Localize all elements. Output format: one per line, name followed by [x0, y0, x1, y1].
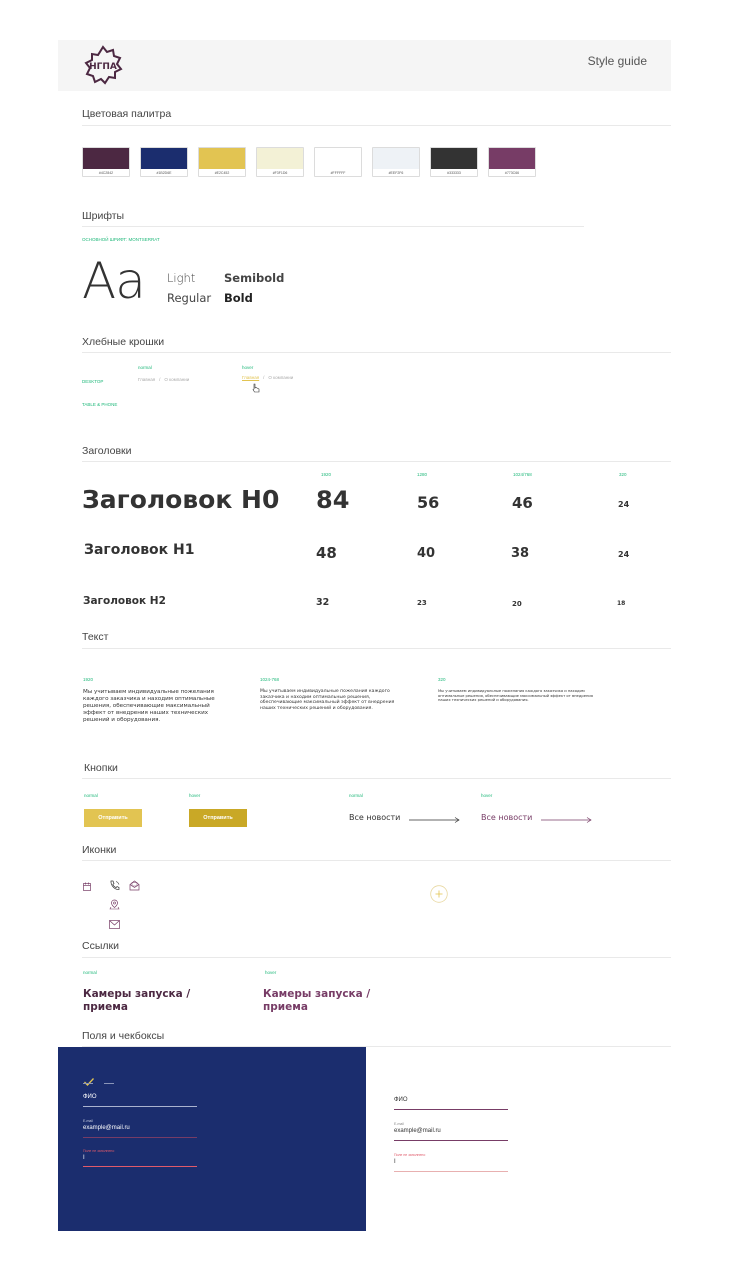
h0-size-1280: 56: [417, 493, 440, 512]
dark-name-label: ФИО: [83, 1094, 97, 1100]
dark-required-label: Поле не заполнено: [83, 1149, 115, 1153]
breadcrumb-normal: [138, 377, 189, 382]
palette-divider: [82, 125, 671, 126]
icons-title: Иконки: [82, 844, 117, 856]
crumb-state-hover: hover: [242, 365, 254, 370]
weight-light: Light: [167, 271, 196, 285]
h1-size-1280: 40: [417, 546, 436, 561]
heading-col-1280: 1280: [417, 472, 428, 477]
palette-title: Цветовая палитра: [82, 108, 172, 120]
light-required-label: Поле не заполнено: [394, 1153, 426, 1157]
links-title: Ссылки: [82, 940, 119, 952]
plus-circle-icon[interactable]: [430, 885, 448, 907]
dark-required-value[interactable]: I: [83, 1155, 85, 1161]
link-sample-hover[interactable]: Камеры запуска / приема: [263, 988, 371, 1014]
dark-email-underline: [83, 1137, 197, 1138]
calendar-icon: [83, 876, 91, 895]
breadcrumb-link-home[interactable]: Главная: [138, 377, 156, 382]
color-swatch: [140, 147, 188, 177]
location-icon: [109, 895, 120, 914]
link-state-hover: hover: [265, 970, 277, 975]
text-sample-1920: Мы учитываем индивидуальные пожелания каждого заказчика и находим оптимальные решения, обеспечивающие максимальный эффект от внедрения наших технических решений и оборудования.: [83, 689, 215, 723]
all-news-label-hover: Все новости: [481, 813, 533, 822]
crumb-row-tablet: TABLE & PHONE: [82, 402, 118, 407]
light-email-value[interactable]: example@mail.ru: [394, 1128, 441, 1134]
light-email-label: E-mail: [394, 1122, 404, 1126]
swatch-code: #E2C452: [214, 171, 230, 175]
h1-size-320: 24: [618, 550, 630, 559]
page-title: Style guide: [587, 54, 647, 68]
checkmark-icon: [83, 1077, 95, 1087]
arrow-right-hover-icon: [541, 817, 593, 823]
checkbox-underline-checked: [83, 1083, 93, 1084]
main-font-label: ОСНОВНОЙ ШРИФТ: MONTSERRAT: [82, 237, 160, 242]
link-state-normal: normal: [83, 970, 97, 975]
color-swatch: [488, 147, 536, 177]
color-swatch: [82, 147, 130, 177]
color-swatch: [430, 147, 478, 177]
swatch-code: #1B2D6E: [156, 171, 172, 175]
swatch-fill: [489, 148, 535, 169]
breadcrumb-link-home-hover[interactable]: Главная: [242, 375, 260, 380]
breadcrumbs-title: Хлебные крошки: [82, 336, 165, 348]
heading-col-1024: 1024/768: [513, 472, 532, 477]
text-sample-320: Мы учитываем индивидуальные пожелания каждого заказчика и находим оптимальные решения, обеспечивающие максимальный эффект от внедрения наших технических решений и оборудования.: [438, 689, 594, 703]
light-email-underline: [394, 1140, 508, 1141]
swatch-fill: [83, 148, 129, 169]
swatch-code: #F3F1D6: [272, 171, 288, 175]
h1-size-1024: 38: [511, 546, 530, 561]
dark-email-value[interactable]: example@mail.ru: [83, 1125, 130, 1131]
crumb-row-desktop: DESKTOP: [82, 379, 104, 384]
weight-semibold: Semibold: [224, 271, 285, 285]
all-news-link[interactable]: [349, 813, 461, 825]
swatch-fill: [315, 148, 361, 169]
breadcrumb-separator-hover: /: [263, 375, 265, 380]
mail-icon: [109, 914, 120, 933]
swatch-fill: [257, 148, 303, 169]
phone-icon: [109, 876, 120, 895]
links-divider: [82, 957, 671, 958]
color-swatch: [314, 147, 362, 177]
breadcrumb-separator: /: [159, 377, 161, 382]
icons-divider: [82, 860, 671, 861]
weight-regular: Regular: [167, 291, 212, 305]
headings-divider: [82, 461, 671, 462]
heading-col-320: 320: [619, 472, 627, 477]
breadcrumb-current-hover: О компании: [268, 375, 294, 380]
checkbox-unchecked[interactable]: [104, 1083, 114, 1084]
h0-size-1920: 84: [316, 486, 350, 514]
dark-form-panel: [58, 1047, 366, 1231]
all-news-label: Все новости: [349, 813, 401, 822]
crumb-state-normal: normal: [138, 365, 152, 370]
logo[interactable]: [82, 44, 124, 86]
fonts-title: Шрифты: [82, 210, 125, 222]
heading-h2-sample: Заголовок H2: [83, 595, 166, 607]
buttons-title: Кнопки: [84, 762, 118, 774]
heading-col-1920: 1920: [321, 472, 332, 477]
light-required-underline: [394, 1171, 508, 1172]
headings-title: Заголовки: [82, 445, 132, 457]
link-sample[interactable]: Камеры запуска / приема: [83, 988, 191, 1014]
swatch-fill: [373, 148, 419, 169]
btn-state-hover: hover: [189, 793, 201, 798]
buttons-divider: [82, 778, 671, 779]
text-col-1920: 1920: [83, 677, 94, 682]
swatch-code: #EEF2F6: [388, 171, 404, 175]
h2-size-1280: 23: [417, 599, 427, 607]
font-sample: Aa: [82, 252, 145, 310]
h2-size-1024: 20: [512, 600, 522, 608]
swatch-code: #333333: [447, 171, 461, 175]
swatch-fill: [199, 148, 245, 169]
fonts-divider: [82, 226, 584, 227]
breadcrumb-current: О компании: [164, 377, 190, 382]
text-col-1024: 1024-768: [260, 677, 280, 682]
cursor-hand-icon: [252, 378, 260, 388]
btn-state-normal: normal: [84, 793, 98, 798]
heading-h0-sample: Заголовок H0: [82, 485, 280, 514]
h2-size-320: 18: [617, 600, 626, 607]
breadcrumbs-divider: [82, 352, 671, 353]
h1-size-1920: 48: [316, 544, 337, 562]
logo-text: НГПА: [89, 62, 117, 72]
dark-email-label: E-mail: [83, 1119, 93, 1123]
swatch-fill: [141, 148, 187, 169]
mail-open-icon: [129, 876, 140, 895]
news-state-normal: normal: [349, 793, 363, 798]
submit-button-hover[interactable]: Отправить: [189, 809, 247, 827]
dark-name-field[interactable]: [83, 1106, 197, 1107]
text-divider: [82, 648, 671, 649]
light-name-label: ФИО: [394, 1097, 408, 1103]
arrow-right-icon: [409, 817, 461, 823]
breadcrumb-hover: [242, 375, 293, 380]
light-name-field[interactable]: [394, 1109, 508, 1110]
h0-size-320: 24: [618, 500, 630, 509]
dark-required-underline: [83, 1166, 197, 1167]
color-swatch: [372, 147, 420, 177]
swatch-code: #4C2842: [98, 171, 114, 175]
news-state-hover: hover: [481, 793, 493, 798]
color-swatch: [256, 147, 304, 177]
color-swatch: [198, 147, 246, 177]
text-col-320: 320: [438, 677, 446, 682]
submit-button[interactable]: Отправить: [84, 809, 142, 827]
text-title: Текст: [82, 631, 109, 643]
h2-size-1920: 32: [316, 597, 330, 608]
swatch-code: #773C66: [504, 171, 520, 175]
h0-size-1024: 46: [512, 494, 533, 512]
swatch-fill: [431, 148, 477, 169]
swatch-code: #FFFFFF: [330, 171, 346, 175]
weight-bold: Bold: [224, 291, 253, 305]
all-news-link-hover[interactable]: [481, 813, 593, 825]
fields-title: Поля и чекбоксы: [82, 1030, 165, 1042]
light-required-value[interactable]: I: [394, 1159, 396, 1165]
checkbox-checked[interactable]: [83, 1072, 95, 1091]
heading-h1-sample: Заголовок H1: [84, 542, 195, 558]
text-sample-1024: Мы учитываем индивидуальные пожелания каждого заказчика и находим оптимальные решения, обеспечивающие максимальный эффект от внедрения наших технических решений и оборудования.: [260, 689, 395, 712]
